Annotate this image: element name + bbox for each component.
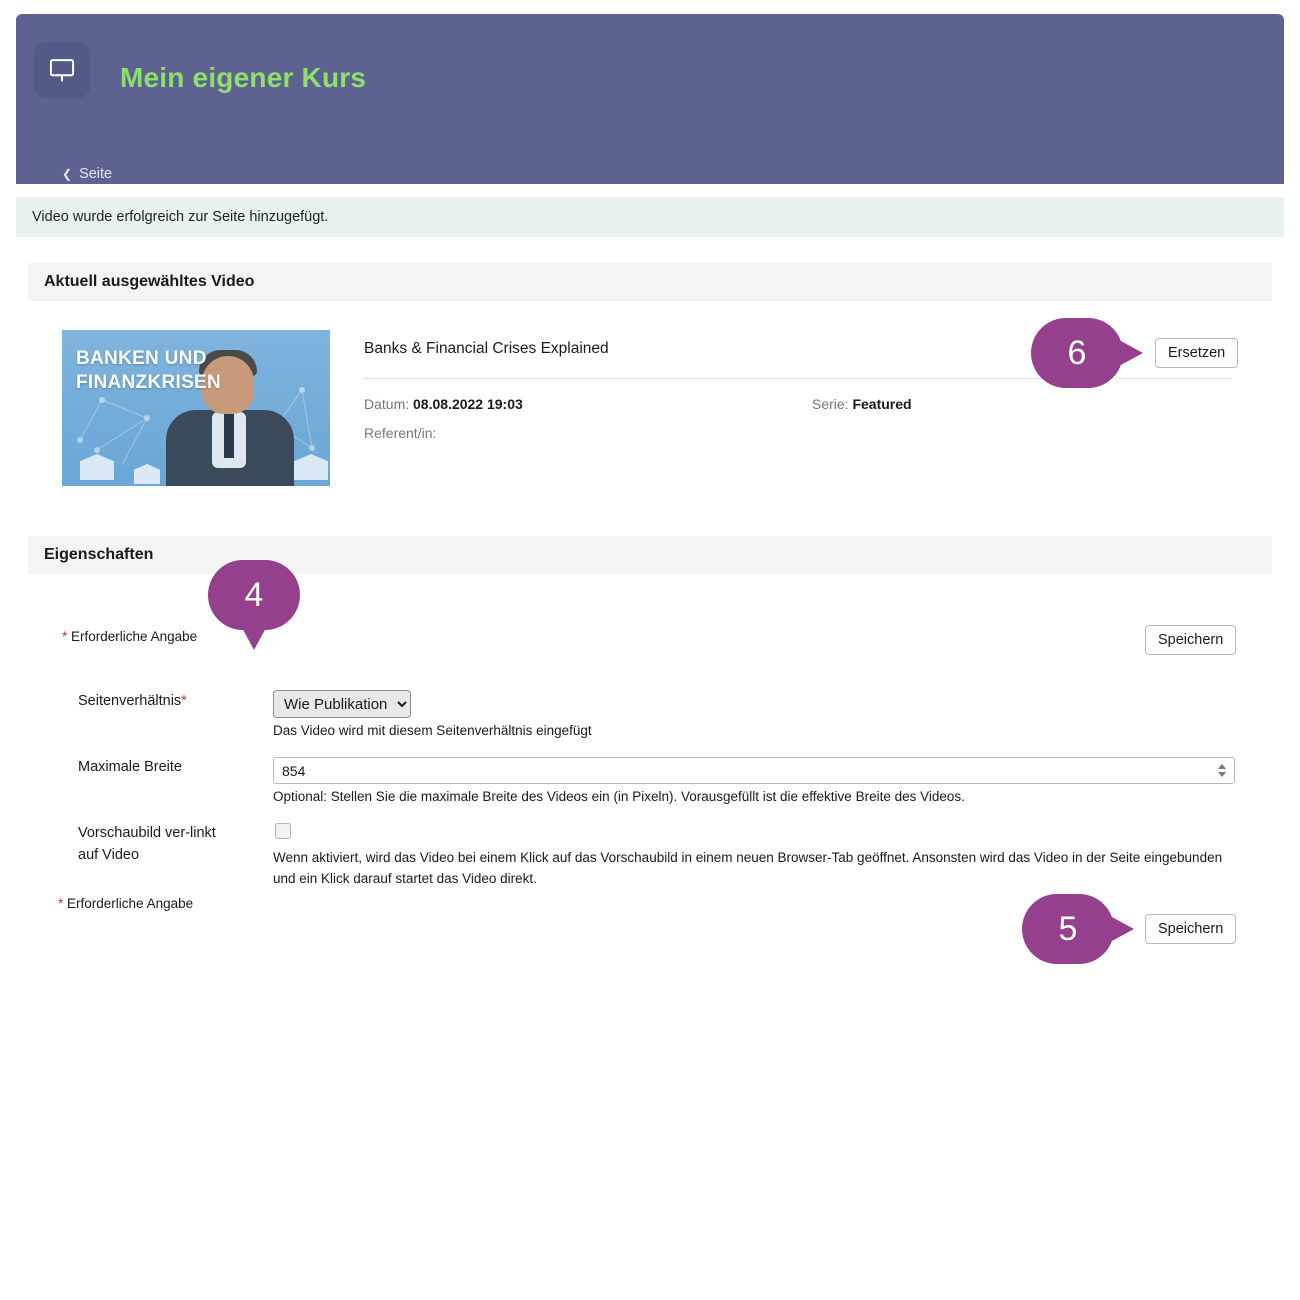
thumbnail-link-checkbox[interactable] <box>275 823 291 839</box>
aspect-ratio-select[interactable] <box>273 690 411 718</box>
required-star: * <box>58 896 64 911</box>
video-series-value: Featured <box>852 396 912 412</box>
presentation-screen-icon <box>34 42 90 98</box>
required-note-label: Erforderliche Angabe <box>67 896 194 911</box>
video-date <box>364 396 523 412</box>
thumbnail-line-2: FINANZKRISEN <box>76 372 222 393</box>
page-title: Mein eigener Kurs <box>120 62 367 93</box>
section-header-properties-label: Eigenschaften <box>44 546 154 563</box>
video-date-value: 08.08.2022 19:03 <box>413 396 523 412</box>
label-aspect-ratio-text: Seitenverhältnis <box>78 693 182 709</box>
save-button-top[interactable]: Speichern <box>1145 625 1236 655</box>
callout-pin-5: 5 <box>1022 894 1114 964</box>
required-star: * <box>62 629 68 644</box>
stepper-up-icon[interactable] <box>1218 764 1226 769</box>
alert-message: Video wurde erfolgreich zur Seite hinzugefügt. <box>32 209 329 225</box>
number-stepper[interactable] <box>1214 761 1230 780</box>
required-note-top <box>62 629 197 644</box>
hint-thumbnail-link: Wenn aktiviert, wird das Video bei einem Klick auf das Vorschaubild in einem neuen Browser-Tab geöffnet. Ansonsten wird das Video in der Seite eingebunden und ein Klick darauf startet das Video direkt. <box>273 850 1223 886</box>
video-date-label: Datum: <box>364 396 410 412</box>
section-header-properties <box>28 536 1272 574</box>
hint-aspect-ratio: Das Video wird mit diesem Seitenverhältnis eingefügt <box>273 723 592 738</box>
app-header <box>16 14 1284 184</box>
max-width-input[interactable] <box>274 758 1204 783</box>
speaker-tie <box>224 414 234 458</box>
thumbnail-line-1: BANKEN UND <box>76 348 207 369</box>
label-thumbnail-link: Vorschaubild ver-linkt auf Video <box>78 825 216 863</box>
section-header-video-label: Aktuell ausgewähltes Video <box>44 273 255 290</box>
replace-video-button[interactable]: Ersetzen <box>1155 338 1238 368</box>
video-speaker-label: Referent/in: <box>364 425 437 441</box>
callout-pin-6: 6 <box>1031 318 1123 388</box>
required-star: * <box>181 693 187 709</box>
stepper-down-icon[interactable] <box>1218 772 1226 777</box>
required-note-label: Erforderliche Angabe <box>71 629 198 644</box>
video-series-label: Serie: <box>812 396 849 412</box>
video-thumbnail[interactable] <box>62 330 330 486</box>
video-series <box>812 396 912 412</box>
breadcrumb[interactable] <box>62 166 112 182</box>
save-button-bottom[interactable]: Speichern <box>1145 914 1236 944</box>
label-aspect-ratio <box>78 693 187 709</box>
section-header-video <box>28 263 1272 301</box>
hint-max-width: Optional: Stellen Sie die maximale Breite des Videos ein (in Pixeln). Vorausgefüllt ist die effektive Breite des Videos. <box>273 789 965 804</box>
label-max-width: Maximale Breite <box>78 759 182 775</box>
chevron-left-icon: ❮ <box>62 167 73 181</box>
video-title: Banks & Financial Crises Explained <box>364 340 609 357</box>
success-alert <box>16 197 1284 237</box>
breadcrumb-label: Seite <box>79 166 113 182</box>
callout-pin-4: 4 <box>208 560 300 630</box>
max-width-field-wrap <box>273 757 1235 784</box>
required-note-bottom <box>58 896 193 911</box>
